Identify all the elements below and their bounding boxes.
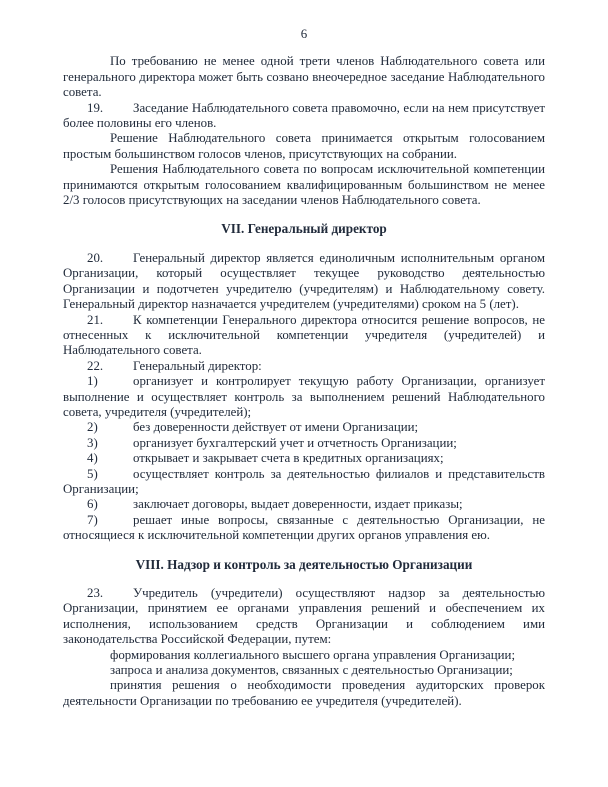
paragraph <box>63 131 545 162</box>
list-item-text: открывает и закрывает счета в кредитных организациях; <box>133 451 444 466</box>
list-item-text: заключает договоры, выдает доверенности, издает приказы; <box>133 497 463 512</box>
paragraph-text: запроса и анализа документов, связанных с деятельностью Организации; <box>110 663 513 678</box>
paragraph-text: Генеральный директор: <box>133 358 262 373</box>
paragraph-22 <box>63 359 545 374</box>
paragraph-20 <box>63 251 545 313</box>
list-item-text: решает иные вопросы, связанные с деятельностью Организации, не относящиеся к исключительной компетенции других органов управления ею. <box>63 512 545 543</box>
section-heading-vii: VII. Генеральный директор <box>221 221 387 237</box>
list-item-3 <box>63 436 545 451</box>
list-item-text: осуществляет контроль за деятельностью филиалов и представительств Организации; <box>63 466 545 496</box>
paragraph-text: Учредитель (учредители) осуществляют надзор за деятельностью Организации, принятием ее органами управления решений и обеспечением их исполнения, использованием средств Организации и соблюдением ими законодательства Российской Федерации, путем: <box>63 586 545 647</box>
list-item-text: организует бухгалтерский учет и отчетность Организации; <box>133 435 457 450</box>
paragraph-19 <box>63 101 545 132</box>
list-item-number: 4) <box>87 451 98 466</box>
section-heading-viii: VIII. Надзор и контроль за деятельностью Организации <box>135 556 473 572</box>
list-item-text: без доверенности действует от имени Организации; <box>133 420 419 435</box>
paragraph <box>63 162 545 208</box>
list-item-number: 2) <box>87 420 98 435</box>
page-number: 6 <box>300 27 308 41</box>
list-item-6 <box>63 497 545 512</box>
paragraph <box>63 678 545 709</box>
list-item-4 <box>63 451 545 466</box>
list-item-number: 5) <box>87 466 98 481</box>
paragraph <box>63 54 545 100</box>
list-item-number: 3) <box>87 435 98 450</box>
list-item-number: 6) <box>87 497 98 512</box>
list-item-number: 7) <box>87 512 98 527</box>
paragraph-text: формирования коллегиального высшего органа управления Организации; <box>110 647 516 662</box>
list-item-5 <box>63 467 545 498</box>
paragraph-text: К компетенции Генерального директора относится решение вопросов, не отнесенных к исключительной компетенции учредителя (учредителей) и Наблюдательного совета. <box>63 312 545 358</box>
list-item-1 <box>63 374 545 420</box>
paragraph-text: По требованию не менее одной трети членов Наблюдательного совета или генерального директора может быть созвано внеочередное заседание Наблюдательного совета. <box>63 54 545 100</box>
list-item-number: 1) <box>87 374 98 389</box>
paragraph-text: принятия решения о необходимости проведения аудиторских проверок деятельности Организации по требованию ее учредителя (учредителей). <box>63 678 545 708</box>
paragraph-text: Генеральный директор является единоличным исполнительным органом Организации, который осуществляет текущее руководство деятельностью Организации и подотчетен учредителю (учредителям) и Наблюдательному совету. Генеральный директор назначается учредителем (учредителями) сроком на 5 (лет). <box>63 250 545 312</box>
list-item-7 <box>63 513 545 544</box>
paragraph <box>63 648 545 663</box>
paragraph-21 <box>63 313 545 359</box>
paragraph <box>63 663 545 678</box>
paragraph-number: 21. <box>87 312 104 327</box>
paragraph-text: Заседание Наблюдательного совета правомочно, если на нем присутствует более половины его членов. <box>63 100 545 131</box>
paragraph-number: 20. <box>87 250 104 265</box>
paragraph-text: Решения Наблюдательного совета по вопросам исключительной компетенции принимаются открытым голосованием квалифицированным большинством не менее 2/3 голосов присутствующих на заседании членов Наблюдательного совета. <box>63 162 545 208</box>
paragraph-number: 22. <box>87 358 104 373</box>
paragraph-23 <box>63 586 545 648</box>
list-item-text: организует и контролирует текущую работу Организации, организует выполнение и осуществляет контроль за выполнением решений Наблюдательного совета, учредителя (учредителей); <box>63 374 545 419</box>
list-item-2 <box>63 420 545 435</box>
paragraph-text: Решение Наблюдательного совета принимается открытым голосованием простым большинством голосов членов, присутствующих на собрании. <box>63 131 545 161</box>
paragraph-number: 23. <box>87 586 104 600</box>
paragraph-number: 19. <box>87 100 104 115</box>
